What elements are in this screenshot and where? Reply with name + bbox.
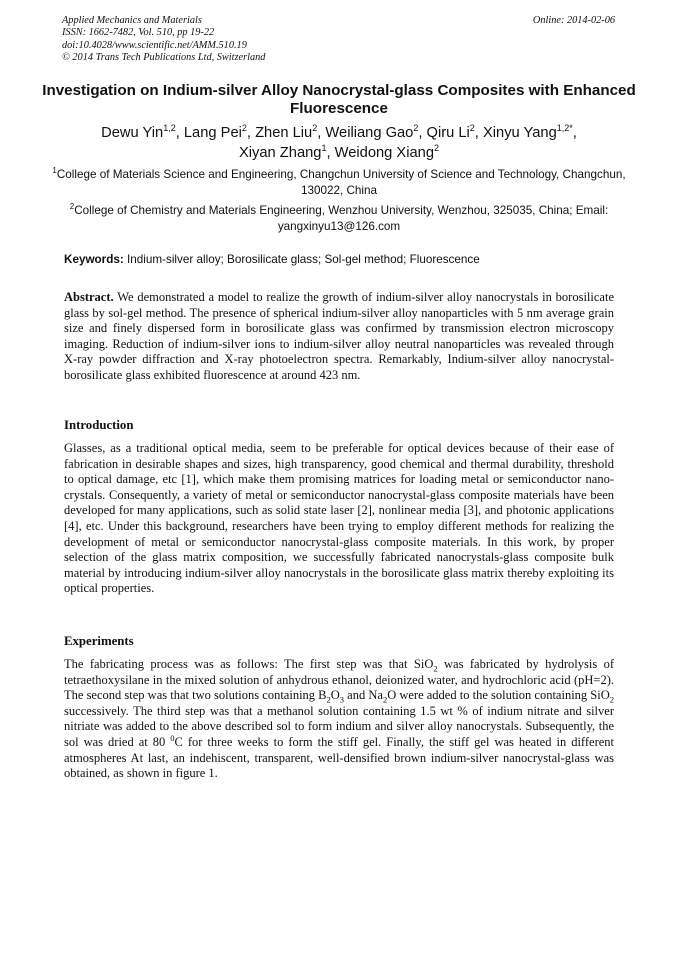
- superscript: 0: [170, 732, 175, 743]
- keywords-label: Keywords:: [64, 253, 124, 266]
- text-run: and Na: [344, 688, 383, 703]
- keywords-text: Indium-silver alloy; Borosilicate glass; Sol-gel method; Fluorescence: [127, 253, 480, 266]
- author-affil-mark: 2: [469, 123, 475, 134]
- doi-line: doi:10.4028/www.scientific.net/AMM.510.19: [62, 39, 247, 51]
- author-affil-mark: 1,2*: [556, 123, 573, 134]
- text-run: was fabricated by hydrolysis of tetraethoxysilane in the mixed solution of anhydrous ethanol, deionized water, and hydrochloric acid (pH=2). The second step was that two solutions containing B: [64, 657, 615, 703]
- affiliation-mark: 1: [52, 166, 57, 176]
- author-affil-mark: 1,2: [163, 123, 176, 134]
- author-name: Dewu Yin: [101, 125, 164, 141]
- online-date: Online: 2014-02-06: [532, 15, 615, 26]
- experiments-text: [64, 657, 614, 782]
- abstract-text: We demonstrated a model to realize the growth of indium-silver alloy nanocrystals in borosilicate glass by sol-gel method. The presence of spherical indium-silver alloy nanoparticles with 5 nm average grain size and finely dispersed form in borosilicate glass was confirmed by transmission electron microscopy imaging. Reduction of indium-silver ions to indium-silver alloy neutral nanoparticles was revealed through X-ray powder diffraction and X-ray photoelectron spectra. Remarkably, Indium-silver alloy nanocrystal-borosilicate glass exhibited fluorescence at around 423 nm.: [64, 290, 614, 382]
- author-name: Xiyan Zhang: [238, 145, 322, 161]
- subscript: 2: [433, 663, 438, 674]
- author-name: Qiru Li: [426, 125, 470, 141]
- journal-header: [62, 15, 265, 65]
- paper-title: Investigation on Indium-silver Alloy Nanocrystal-glass Composites with Enhanced Fluorescence: [42, 82, 636, 118]
- subscript: 2: [326, 694, 331, 705]
- text-run: successively. The third step was that a methanol solution containing 1.5 wt % of indium nitrate and silver nitriate was added to the above described sol to form indium and silver alloy nanocrystals. Subsequently, the sol was dried at 80: [64, 703, 614, 749]
- text-run: The fabricating process was as follows: The first step was that SiO: [64, 657, 434, 671]
- text-run: C for three weeks to form the stiff gel. Finally, the stiff gel was heated in different atmospheres At last, an indehiscent, transparent, well-densified brown indium-silver nanocrystal-glass was obtained, as shown in figure 1.: [64, 734, 615, 781]
- affiliation-text: College of Materials Science and Engineering, Changchun University of Science and Technology, Changchun, 130022, China: [56, 168, 626, 197]
- introduction-heading: Introduction: [64, 418, 134, 432]
- text-run: O: [330, 688, 340, 703]
- author-affil-mark: 2: [312, 123, 318, 134]
- journal-name: Applied Mechanics and Materials: [62, 15, 202, 26]
- abstract-label: Abstract.: [64, 290, 114, 304]
- author-affil-mark: 2: [241, 123, 247, 134]
- author-name: Zhen Liu: [255, 125, 313, 141]
- copyright-line: © 2014 Trans Tech Publications Ltd, Switzerland: [62, 52, 266, 64]
- author-name: Xinyu Yang: [482, 125, 557, 141]
- issn-line: ISSN: 1662-7482, Vol. 510, pp 19-22: [62, 27, 215, 39]
- affiliation-mark: 2: [69, 202, 75, 212]
- affiliation-1: [52, 167, 626, 198]
- author-list: Dewu Yin$^{1,2}$, Lang Pei$^2$, Zhen Liu$^2$, Weiliang Gao$^2$, Qiru Li$^2$, Xinyu Yang$^{1,2*}$, Xiyan Zhang$^1$, Weidong Xiang$^2$: [101, 123, 577, 161]
- introduction-text: Glasses, as a traditional optical media, seem to be preferable for optical devices because of their ease of fabrication in desirable shapes and sizes, high transparency, good chemical and thermal durability, threshold to optical damage, etc [1], which make them promising matrices for loading metal or semiconductor nano-crystals. Consequently, a variety of metal or semiconductor nanocrystal-glass composite materials have been developed for many applications, such as solid state laser [2], nonlinear media [3], and photonic applications [4], etc. Under this background, researchers have been trying to employ different methods for realizing the development of metal or semiconductor nanocrystal-glass composite materials. In this work, by proper selection of the glass matrix composition, we successfully fabricated nanocrystals-glass composite bulk material by introducing indium-silver alloy nanocrystals in the borosilicate glass matrix thereby exploiting its optical properties.: [64, 441, 614, 596]
- affiliation-2: [52, 203, 626, 234]
- affiliation-text: College of Chemistry and Materials Engineering, Wenzhou University, Wenzhou, 325035, China; Email: yangxinyu13@126.com: [74, 204, 609, 233]
- abstract: [64, 290, 614, 384]
- author-name: Lang Pei: [183, 125, 242, 141]
- experiments-heading: Experiments: [64, 634, 134, 648]
- keywords: [64, 252, 624, 267]
- author-affil-mark: 1: [321, 143, 327, 154]
- subscript: 3: [339, 694, 345, 705]
- author-affil-mark: 2: [434, 143, 440, 154]
- author-name: Weidong Xiang: [334, 145, 434, 161]
- subscript: 2: [382, 694, 388, 705]
- subscript: 2: [609, 694, 615, 705]
- text-run: O were added to the solution containing SiO: [387, 688, 610, 703]
- author-name: Weiliang Gao: [325, 125, 414, 141]
- author-affil-mark: 2: [413, 123, 419, 134]
